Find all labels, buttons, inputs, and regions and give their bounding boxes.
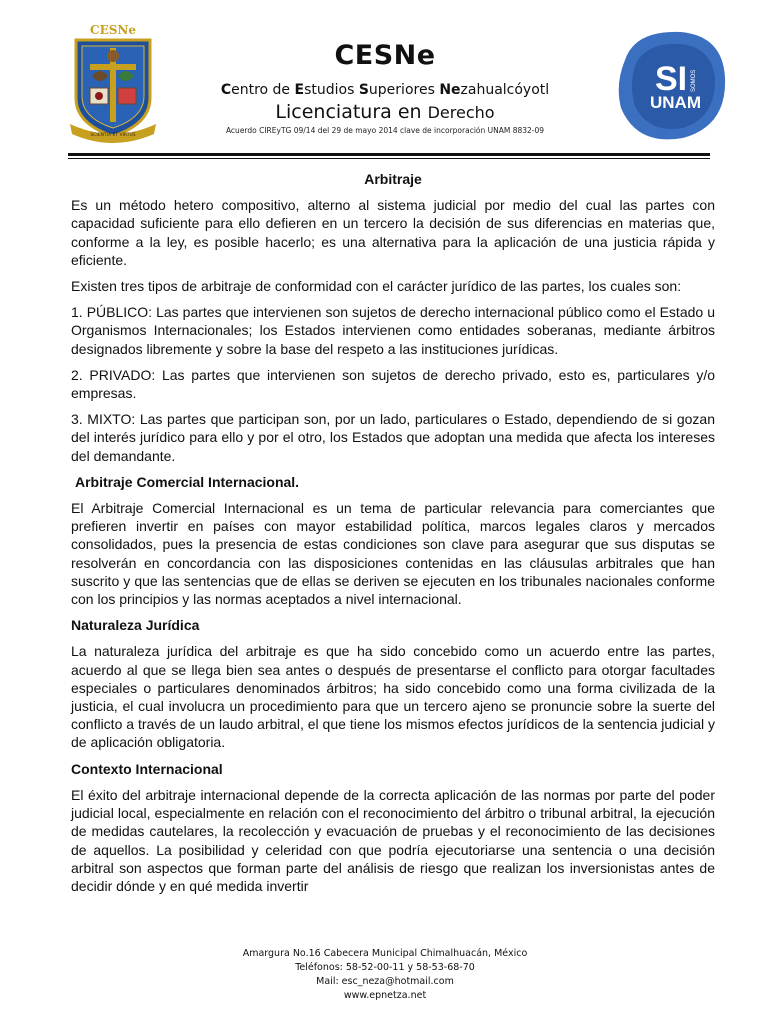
institution-name-part: studios <box>304 82 359 98</box>
logo-si: SI <box>655 60 688 98</box>
heading-contexto: Contexto Internacional <box>71 760 223 777</box>
footer-mail[interactable]: Mail: esc_neza@hotmail.com <box>316 976 454 987</box>
incorporation-agreement: Acuerdo CIREyTG 09/14 del 29 de mayo 2014 clave de incorporación UNAM 8832-09 <box>225 126 545 135</box>
footer-phones: Teléfonos: 58-52-00-11 y 58-53-68-70 <box>295 962 475 973</box>
paragraph-contexto: El éxito del arbitraje internacional depende de la correcta aplicación de las normas por parte del poder judicial local, especialmente en relación con el reconocimiento del árbitro o tribunal arbitral, la ejecución de medidas cautelares, la recolección y evacuación de pruebas y el reconocimiento de las decisiones de aquellos. La posibilidad y celeridad con que podría ejecutoriarse una sentencia o una decisión arbitral son aspectos que forman parte del análisis de riesgo que realizan los inversionistas antes de decidir dónde y en qué medida invertir <box>71 786 715 894</box>
paragraph-type-privado: 2. PRIVADO: Las partes que intervienen son sujetos de derecho privado, esto es, particulares y/o empresas. <box>71 366 715 402</box>
paragraph-naturaleza: La naturaleza jurídica del arbitraje es que ha sido concebido como un acuerdo entre las partes, acuerdo al que se llega bien sea antes o después de presentarse el conflicto para otorgar facultades especiales o particulares denominados árbitros; ha sido concebido como una forma civilizada de la justicia, el cual involucra un procedimiento para que un tercero ajeno se pronuncie sobre la suerte del conflicto a través de un laudo arbitral, el que tiene los mismos efectos jurídicos de la sentencia judicial y de aplicación obligatoria. <box>71 643 715 751</box>
institution-name-part: uperiores <box>368 82 440 98</box>
institution-name-part: C <box>220 82 232 98</box>
paragraph-types-intro: Existen tres tipos de arbitraje de conformidad con el carácter jurídico de las partes, los cuales son: <box>71 278 682 295</box>
document-body <box>71 170 715 903</box>
institution-title: CESNe <box>334 40 436 71</box>
header-rule-thick <box>68 153 710 156</box>
cesne-crest-logo <box>68 20 158 146</box>
heading-comercial: Arbitraje Comercial Internacional. <box>75 473 300 490</box>
crest-motto: SCIENTIA ET VIRTUS <box>90 133 136 138</box>
document-title: Arbitraje <box>364 171 422 187</box>
degree-licenciatura: Licenciatura en <box>275 101 422 123</box>
footer-website-link[interactable]: www.epnetza.net <box>343 990 427 1001</box>
paragraph-type-mixto: 3. MIXTO: Las partes que participan son, por un lado, particulares o Estado, dependiendo de si gozan del interés jurídico para ello y por el otro, los Estados que adoptan una medida que afecta los intereses del demandante. <box>71 411 715 464</box>
institution-name-part: entro de <box>231 82 295 98</box>
institution-name-part: Ne <box>439 82 461 98</box>
institution-name-part: S <box>358 82 369 98</box>
paragraph-intro: Es un método hetero compositivo, alterno al sistema judicial por medio del cual las partes con capacidad suficiente para ello defieren en un tercero la decisión de sus diferencias en materias que, conforme a la ley, es posible hacerlo; es una alternativa para la aplicación de una justicia rápida y eficiente. <box>71 197 715 268</box>
degree-name <box>160 101 610 123</box>
si-somos-unam-logo <box>613 26 729 144</box>
institution-full-name <box>160 82 610 98</box>
footer-address: Amargura No.16 Cabecera Municipal Chimalhuacán, México <box>242 948 528 959</box>
degree-derecho: Derecho <box>427 103 495 122</box>
heading-naturaleza: Naturaleza Jurídica <box>71 617 200 634</box>
paragraph-comercial: El Arbitraje Comercial Internacional es un tema de particular relevancia para comerciantes que prefieren invertir en países con mayor estabilidad política, marcos legales claros y mercados consolidados, pues la presencia de estas condiciones son clave para asegurar que sus disputas se resolverán en concordancia con las disposiciones contenidas en las cláusulas arbitrales que han suscrito y que las sentencias que de ellas se deriven se ejecuten en los tribunales nacionales conforme con los principios y las normas aceptados a nivel internacional. <box>71 500 715 608</box>
institution-name-part: zahualcóyotl <box>460 82 550 98</box>
header-rule-thin <box>68 158 710 159</box>
institution-name-part: E <box>294 82 305 98</box>
page-footer <box>160 947 610 1003</box>
crest-name: CESNe <box>90 23 136 37</box>
paragraph-type-publico: 1. PÚBLICO: Las partes que intervienen son sujetos de derecho internacional público como el Estado u Organismos Internacionales; los Estados intervienen como entidades soberanas, mediante árbitros designados libremente y sobre la base del respeto a las instituciones jurídicas. <box>71 304 715 357</box>
logo-unam: UNAM <box>650 93 701 112</box>
logo-somos: SOMOS <box>691 69 697 92</box>
